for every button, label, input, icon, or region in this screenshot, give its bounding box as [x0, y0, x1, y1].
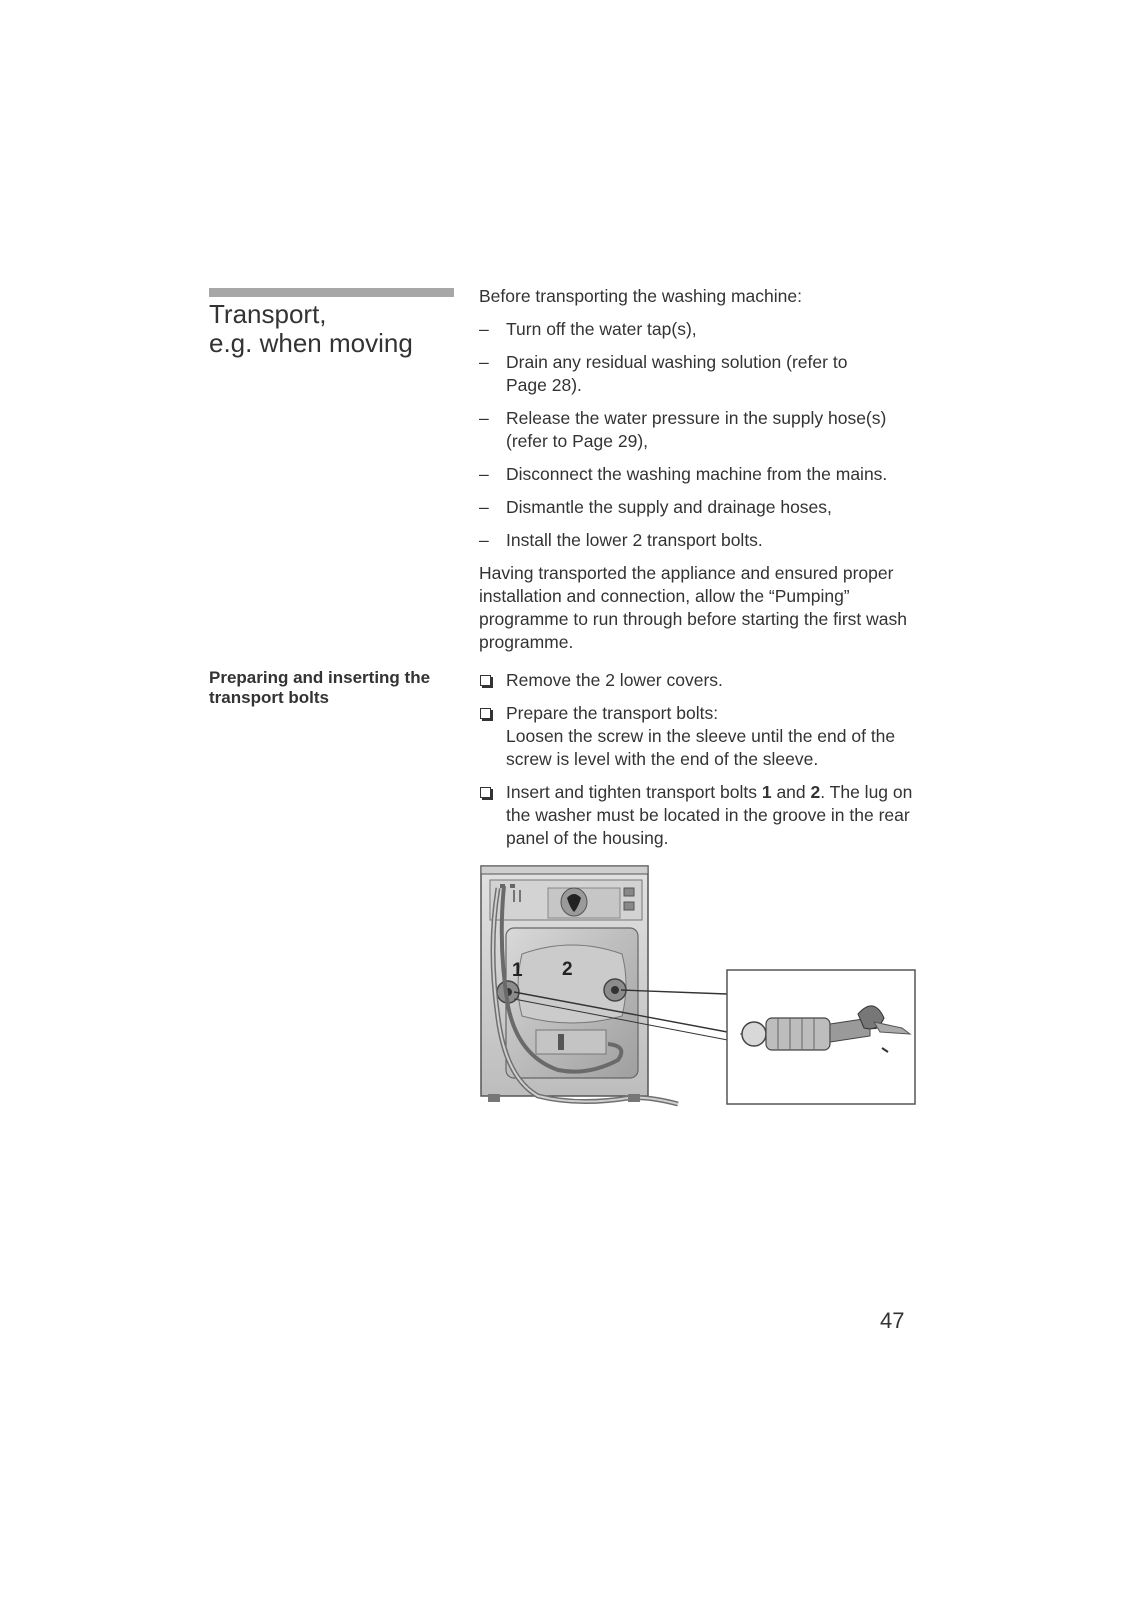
page-number: 47 — [880, 1308, 905, 1333]
bolts-heading: Preparing and inserting the transport bolts — [209, 668, 431, 707]
washing-machine-rear-illustration — [478, 862, 918, 1108]
intro-text: Before transporting the washing machine: — [479, 286, 802, 306]
step-text: Release the water pressure in the supply hose(s) (refer to Page 29), — [506, 408, 887, 451]
bolt-step — [479, 669, 929, 692]
dash-marker: – — [479, 408, 489, 428]
bolt-label-2: 2 — [562, 959, 573, 980]
section-title-line2: e.g. when moving — [209, 328, 413, 358]
checkbox-bullet-icon — [480, 675, 491, 686]
section-title-line1: Transport, — [209, 299, 327, 329]
step-item — [479, 496, 929, 519]
dash-marker: – — [479, 352, 489, 372]
checkbox-bullet-icon — [480, 708, 491, 719]
dash-marker: – — [479, 464, 489, 484]
step-text: Drain any residual washing solution (refer to Page 28). — [506, 352, 848, 395]
bolt-step-text: and — [771, 782, 811, 802]
bolt-step-text: Remove the 2 lower covers. — [506, 670, 723, 690]
bolt-step-text: Insert and tighten transport bolts — [506, 782, 762, 802]
section-title — [209, 300, 459, 358]
step-text: Disconnect the washing machine from the mains. — [506, 464, 888, 484]
dash-marker: – — [479, 530, 489, 550]
bolt-number: 1 — [761, 782, 772, 802]
step-text: Turn off the water tap(s), — [506, 319, 697, 339]
step-item — [479, 529, 929, 552]
dash-marker: – — [479, 497, 489, 517]
bolt-label-1: 1 — [512, 960, 523, 981]
after-transport-note: Having transported the appliance and ensured proper installation and connection, allow the “Pumping” programme to run through before starting the first wash programme. — [479, 563, 907, 652]
bolt-step-title: Prepare the transport bolts: — [506, 703, 719, 723]
step-text: Install the lower 2 transport bolts. — [506, 530, 763, 550]
bolt-step-text: Loosen the screw in the sleeve until the end of the screw is level with the end of the sleeve. — [506, 726, 896, 769]
step-item — [479, 318, 929, 341]
step-item — [479, 463, 929, 486]
dash-marker: – — [479, 319, 489, 339]
bolt-step — [479, 702, 929, 771]
step-item — [479, 407, 931, 453]
transport-steps — [479, 285, 929, 654]
step-text: Dismantle the supply and drainage hoses, — [506, 497, 832, 517]
bolt-step-text: . The lug on the washer must be located in the groove in the rear panel of the housing. — [506, 782, 913, 848]
checkbox-bullet-icon — [480, 787, 491, 798]
bolt-steps — [479, 669, 929, 850]
bolt-number: 2 — [810, 782, 821, 802]
step-item — [479, 351, 866, 397]
bolt-step — [479, 781, 929, 850]
section-rule — [209, 288, 454, 297]
